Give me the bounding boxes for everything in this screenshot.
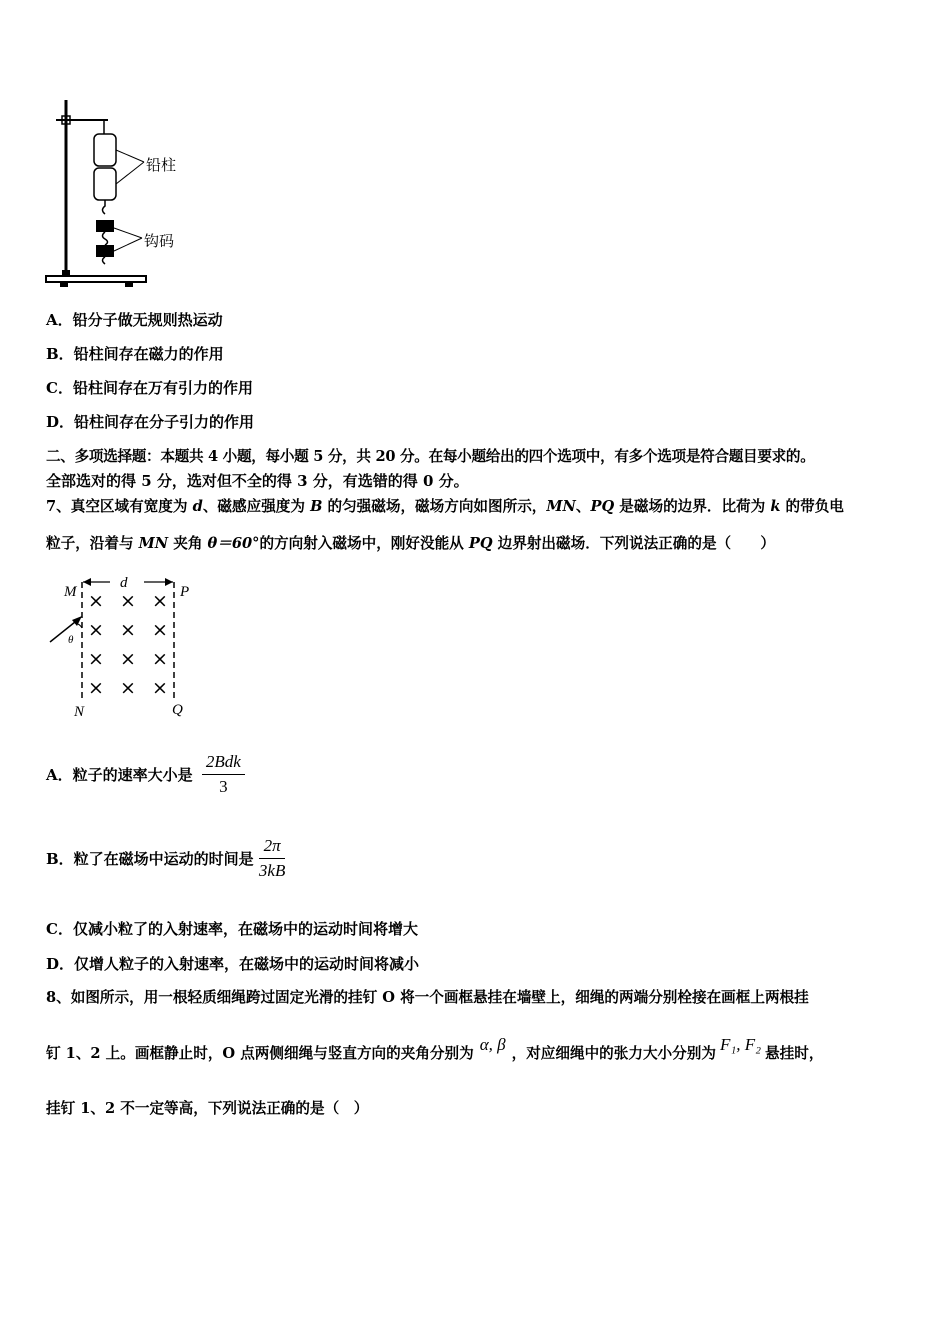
label-d: d [120,575,128,591]
q8-stem-line3: 挂钉 1、2 不一定等高，下列说法正确的是（ ） [46,1100,369,1117]
label-lead-cylinder: 铅柱 [146,156,177,174]
field-cross: × [120,619,136,641]
angles-alpha-beta: α, β [479,1035,506,1054]
label-N: N [74,704,85,720]
field-cross: × [88,677,104,699]
q7-option-a: A．粒子的速率大小是 $\frac{\text{2Bdk}}{3}$ [46,752,245,797]
fraction-speed: $\frac{\text{2Bdk}}{3}$ [202,752,245,797]
label-hook-weight: 钩码 [144,232,175,250]
q6-option-b: B．铅柱间存在磁力的作用 [46,345,224,363]
q6-option-d: D．铅柱间存在分子引力的作用 [46,413,255,431]
q7-stem-line2: 粒子，沿着与 MN 夹角 θ＝60°的方向射入磁场中，刚好没能从 PQ 边界射出磁场．下列说法正确的是（ ） [46,535,775,552]
field-cross: × [152,619,168,641]
q8-stem-line1: 8、如图所示，用一根轻质细绳跨过固定光滑的挂钉 O 将一个画框悬挂在墙壁上，细绳的两端分别栓接在画框上两根挂 [46,989,809,1006]
field-cross: × [88,590,104,612]
field-cross: × [88,648,104,670]
label-P: P [180,584,190,600]
field-cross: × [120,648,136,670]
q7-stem-line1: 7、真空区域有宽度为 d、磁感应强度为 B 的匀强磁场，磁场方向如图所示，MN、PQ 是磁场的边界．比荷为 k 的带负电 [46,498,844,515]
fraction-time: $\frac{2\pi}{3kB}$ [258,836,286,880]
field-cross: × [152,677,168,699]
label-Q: Q [172,702,183,718]
magnetic-field-figure [46,570,206,722]
field-cross: × [120,590,136,612]
forces-f1-f2: F₁, F₂ [719,1035,762,1054]
q7-option-d: D．仅增人粒子的入射速率，在磁场中的运动时间将减小 [46,955,420,973]
lead-cylinder-figure [40,96,200,288]
field-cross: × [120,677,136,699]
field-cross: × [152,648,168,670]
q6-option-a: A．铅分子做无规则热运动 [46,311,223,329]
section2-instructions-line1: 二、多项选择题：本题共 4 小题，每小题 5 分，共 20 分。在每小题给出的四个选项中，有多个选项是符合题目要求的。 [46,448,815,465]
q7-option-c: C．仅减小粒了的入射速率，在磁场中的运动时间将增大 [46,920,418,938]
label-M: M [64,584,77,600]
section2-instructions-line2: 全部选对的得 5 分，选对但不全的得 3 分，有选错的得 0 分。 [46,472,469,490]
q6-option-c: C．铅柱间存在万有引力的作用 [46,379,253,397]
field-cross: × [152,590,168,612]
field-cross: × [88,619,104,641]
q7-option-b: B．粒了在磁场中运动的时间是 $\frac{2\pi}{3kB}$ [46,836,286,880]
q8-stem-line2: 钉 1、2 上。画框静止时，O 点两侧细绳与竖直方向的夹角分别为 α, β ，对应细绳中的张力大小分别为 F₁, F₂ 悬挂时， [46,1035,824,1062]
label-theta: θ [68,634,74,646]
